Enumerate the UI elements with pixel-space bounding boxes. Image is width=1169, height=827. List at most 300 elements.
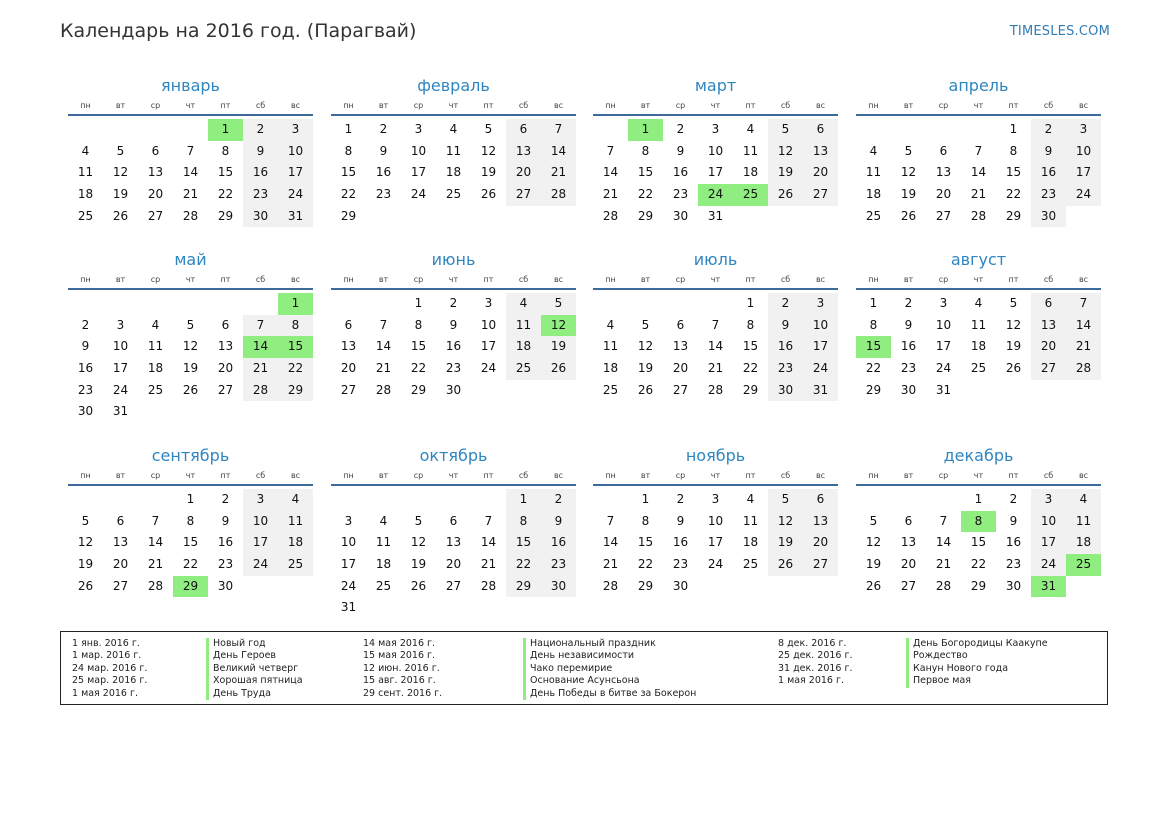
- day-cell: 13: [935, 165, 952, 180]
- day-cell: 13: [803, 141, 838, 163]
- day-cell: 8: [746, 317, 755, 332]
- holiday-day: 12: [541, 315, 576, 337]
- empty-cell: [68, 293, 103, 315]
- weekday-label: вс: [1078, 471, 1089, 480]
- day-cell: 9: [1009, 513, 1018, 528]
- legend-holiday-name: Рождество: [913, 650, 968, 662]
- day-cell: 19: [480, 165, 497, 180]
- day-cell: 20: [900, 557, 917, 572]
- weekday-label: пт: [1008, 275, 1019, 284]
- empty-cell: [856, 119, 891, 141]
- empty-cell: [331, 293, 366, 315]
- day-cell: 23: [77, 382, 94, 397]
- day-cell: 5: [768, 119, 803, 141]
- day-cell: 14: [1066, 315, 1101, 337]
- day-cell: 2: [243, 119, 278, 141]
- empty-cell: [628, 293, 663, 315]
- month-name: июнь: [431, 250, 476, 269]
- day-cell: 20: [445, 557, 462, 572]
- empty-cell: [103, 293, 138, 315]
- day-cell: 9: [449, 317, 458, 332]
- day-cell: 26: [182, 382, 199, 397]
- day-cell: 20: [217, 361, 234, 376]
- day-cell: 11: [742, 513, 759, 528]
- day-cell: 6: [803, 119, 838, 141]
- month-11: [593, 446, 838, 597]
- empty-cell: [331, 489, 366, 511]
- weekday-label: сб: [255, 275, 266, 284]
- day-cell: 27: [1031, 358, 1066, 380]
- day-cell: 3: [803, 293, 838, 315]
- day-cell: 21: [602, 187, 619, 202]
- days-grid: [68, 489, 313, 597]
- days-grid: [593, 293, 838, 401]
- month-name: ноябрь: [685, 446, 746, 465]
- day-cell: 11: [77, 165, 94, 180]
- day-cell: 21: [375, 361, 392, 376]
- empty-cell: [698, 293, 733, 315]
- holiday-day: 1: [628, 119, 663, 141]
- legend-date: 24 мар. 2016 г.: [72, 662, 148, 674]
- day-cell: 18: [865, 187, 882, 202]
- holiday-day: 29: [173, 576, 208, 598]
- day-cell: 2: [81, 317, 90, 332]
- day-cell: 28: [243, 380, 278, 402]
- day-cell: 23: [217, 557, 234, 572]
- weekday-label: пн: [343, 101, 354, 110]
- weekday-label: пн: [343, 471, 354, 480]
- day-cell: 9: [81, 339, 90, 354]
- day-cell: 22: [865, 361, 882, 376]
- day-cell: 15: [217, 165, 234, 180]
- day-cell: 9: [243, 141, 278, 163]
- days-grid: [331, 489, 576, 619]
- legend-holiday-name: Великий четверг: [213, 662, 299, 674]
- day-cell: 6: [939, 143, 948, 158]
- day-cell: 14: [602, 535, 619, 550]
- day-cell: 24: [480, 361, 497, 376]
- day-cell: 10: [707, 143, 724, 158]
- month-7: [593, 250, 838, 401]
- legend-holiday-name: Чако перемирие: [530, 662, 613, 674]
- day-cell: 22: [637, 187, 654, 202]
- weekday-header: [856, 274, 1101, 290]
- day-cell: 18: [375, 557, 392, 572]
- empty-cell: [68, 489, 103, 511]
- day-cell: 2: [676, 122, 685, 136]
- day-cell: 20: [506, 162, 541, 184]
- month-name: декабрь: [943, 446, 1014, 465]
- weekday-label: чт: [185, 275, 196, 284]
- day-cell: 16: [77, 361, 94, 376]
- empty-cell: [138, 119, 173, 141]
- day-cell: 21: [707, 361, 724, 376]
- day-cell: 15: [1005, 165, 1022, 180]
- day-cell: 21: [935, 557, 952, 572]
- month-12: [856, 446, 1101, 597]
- day-cell: 10: [707, 513, 724, 528]
- day-cell: 7: [606, 513, 615, 528]
- day-cell: 13: [217, 339, 234, 354]
- day-cell: 15: [410, 339, 427, 354]
- day-cell: 9: [676, 513, 685, 528]
- weekday-label: вт: [903, 471, 914, 480]
- day-cell: 21: [541, 162, 576, 184]
- day-cell: 15: [742, 339, 759, 354]
- day-cell: 6: [221, 317, 230, 332]
- weekday-label: пн: [868, 471, 879, 480]
- day-cell: 6: [676, 317, 685, 332]
- day-cell: 30: [445, 382, 462, 397]
- weekday-label: пт: [1008, 471, 1019, 480]
- day-cell: 19: [77, 557, 94, 572]
- weekday-label: вт: [115, 471, 126, 480]
- day-cell: 1: [1009, 122, 1018, 136]
- day-cell: 16: [375, 165, 392, 180]
- page-title: Календарь на 2016 год. (Парагвай): [60, 20, 417, 42]
- days-grid: [331, 293, 576, 401]
- day-cell: 13: [112, 535, 129, 550]
- day-cell: 19: [768, 532, 803, 554]
- weekday-label: пн: [605, 101, 616, 110]
- day-cell: 19: [900, 187, 917, 202]
- day-cell: 18: [1066, 532, 1101, 554]
- day-cell: 29: [742, 382, 759, 397]
- day-cell: 14: [707, 339, 724, 354]
- day-cell: 18: [970, 339, 987, 354]
- day-cell: 8: [221, 143, 230, 158]
- day-cell: 27: [803, 184, 838, 206]
- site-link[interactable]: TIMESLES.COM: [1009, 24, 1110, 39]
- day-cell: 1: [414, 296, 423, 310]
- day-cell: 4: [869, 143, 878, 158]
- day-cell: 30: [541, 576, 576, 598]
- day-cell: 28: [970, 208, 987, 223]
- weekday-label: вт: [903, 101, 914, 110]
- day-cell: 2: [768, 293, 803, 315]
- weekday-header: [68, 470, 313, 486]
- day-cell: 31: [935, 382, 952, 397]
- legend-names-col: [906, 638, 1048, 688]
- day-cell: 2: [221, 492, 230, 506]
- day-cell: 16: [217, 535, 234, 550]
- day-cell: 4: [974, 296, 983, 310]
- holiday-legend: [60, 631, 1108, 705]
- weekday-header: [593, 274, 838, 290]
- legend-date: 25 мар. 2016 г.: [72, 675, 148, 687]
- day-cell: 23: [375, 187, 392, 202]
- day-cell: 21: [147, 557, 164, 572]
- day-cell: 5: [484, 122, 493, 136]
- day-cell: 27: [935, 208, 952, 223]
- day-cell: 26: [637, 382, 654, 397]
- empty-cell: [173, 119, 208, 141]
- day-cell: 2: [1031, 119, 1066, 141]
- day-cell: 12: [410, 535, 427, 550]
- legend-date: 1 янв. 2016 г.: [72, 638, 140, 649]
- month-4: [856, 76, 1101, 227]
- weekday-label: вс: [290, 101, 301, 110]
- day-cell: 23: [1005, 557, 1022, 572]
- days-grid: [593, 119, 838, 227]
- weekday-label: ср: [675, 471, 686, 480]
- day-cell: 26: [541, 358, 576, 380]
- weekday-label: чт: [185, 101, 196, 110]
- day-cell: 11: [445, 143, 462, 158]
- weekday-header: [68, 100, 313, 116]
- day-cell: 4: [1066, 489, 1101, 511]
- day-cell: 23: [672, 187, 689, 202]
- legend-holiday-name: Национальный праздник: [530, 638, 656, 649]
- holiday-day: 25: [733, 184, 768, 206]
- weekday-label: чт: [448, 275, 459, 284]
- empty-cell: [138, 293, 173, 315]
- month-1: [68, 76, 313, 227]
- legend-date: 12 июн. 2016 г.: [363, 662, 440, 674]
- day-cell: 14: [970, 165, 987, 180]
- day-cell: 26: [112, 208, 129, 223]
- day-cell: 7: [484, 513, 493, 528]
- legend-holiday-name: День Богородицы Каакупе: [913, 638, 1048, 649]
- day-cell: 1: [186, 492, 195, 506]
- weekday-label: вт: [378, 471, 389, 480]
- day-cell: 27: [900, 578, 917, 593]
- day-cell: 25: [742, 557, 759, 572]
- day-cell: 9: [379, 143, 388, 158]
- weekday-label: пн: [868, 101, 879, 110]
- day-cell: 20: [803, 532, 838, 554]
- day-cell: 24: [112, 382, 129, 397]
- day-cell: 4: [278, 489, 313, 511]
- weekday-label: сб: [1043, 101, 1054, 110]
- day-cell: 11: [506, 315, 541, 337]
- day-cell: 13: [445, 535, 462, 550]
- weekday-label: вс: [553, 471, 564, 480]
- weekday-label: чт: [448, 101, 459, 110]
- day-cell: 22: [410, 361, 427, 376]
- weekday-label: вт: [903, 275, 914, 284]
- weekday-label: вт: [115, 101, 126, 110]
- day-cell: 10: [935, 317, 952, 332]
- weekday-label: пн: [605, 471, 616, 480]
- day-cell: 4: [746, 492, 755, 506]
- day-cell: 25: [375, 578, 392, 593]
- day-cell: 8: [1009, 143, 1018, 158]
- empty-cell: [663, 293, 698, 315]
- day-cell: 19: [112, 187, 129, 202]
- weekday-label: вс: [1078, 101, 1089, 110]
- day-cell: 28: [541, 184, 576, 206]
- weekday-label: ср: [150, 471, 161, 480]
- day-cell: 16: [672, 165, 689, 180]
- day-cell: 12: [900, 165, 917, 180]
- weekday-label: сб: [780, 101, 791, 110]
- day-cell: 1: [746, 296, 755, 310]
- empty-cell: [926, 119, 961, 141]
- empty-cell: [243, 293, 278, 315]
- day-cell: 10: [410, 143, 427, 158]
- month-name: март: [694, 76, 737, 95]
- weekday-label: сб: [255, 101, 266, 110]
- legend-dates-col: [778, 638, 853, 688]
- day-cell: 1: [869, 296, 878, 310]
- month-name: сентябрь: [151, 446, 230, 465]
- holiday-day: 31: [1031, 576, 1066, 598]
- day-cell: 24: [340, 578, 357, 593]
- day-cell: 29: [410, 382, 427, 397]
- day-cell: 14: [480, 535, 497, 550]
- days-grid: [68, 119, 313, 227]
- month-3: [593, 76, 838, 227]
- day-cell: 23: [672, 557, 689, 572]
- day-cell: 24: [935, 361, 952, 376]
- day-cell: 7: [379, 317, 388, 332]
- day-cell: 29: [637, 578, 654, 593]
- holiday-day: 15: [278, 336, 313, 358]
- day-cell: 7: [974, 143, 983, 158]
- month-10: [331, 446, 576, 619]
- legend-date: 29 сент. 2016 г.: [363, 687, 443, 699]
- day-cell: 14: [375, 339, 392, 354]
- day-cell: 15: [340, 165, 357, 180]
- day-cell: 3: [414, 122, 423, 136]
- day-cell: 5: [768, 489, 803, 511]
- day-cell: 23: [768, 358, 803, 380]
- day-cell: 7: [606, 143, 615, 158]
- legend-date: 14 мая 2016 г.: [363, 638, 436, 649]
- day-cell: 19: [182, 361, 199, 376]
- month-name: октябрь: [419, 446, 488, 465]
- legend-holiday-name: День Труда: [213, 687, 271, 699]
- day-cell: 29: [278, 380, 313, 402]
- day-cell: 5: [81, 513, 90, 528]
- day-cell: 26: [77, 578, 94, 593]
- holiday-day: 15: [856, 336, 891, 358]
- weekday-label: пн: [80, 275, 91, 284]
- weekday-label: пт: [1008, 101, 1019, 110]
- day-cell: 12: [768, 511, 803, 533]
- day-cell: 28: [480, 578, 497, 593]
- day-cell: 28: [602, 578, 619, 593]
- day-cell: 8: [414, 317, 423, 332]
- empty-cell: [471, 489, 506, 511]
- legend-date: 15 мая 2016 г.: [363, 650, 436, 662]
- day-cell: 8: [641, 513, 650, 528]
- day-cell: 3: [1066, 119, 1101, 141]
- day-cell: 18: [742, 535, 759, 550]
- day-cell: 22: [278, 358, 313, 380]
- day-cell: 16: [1005, 535, 1022, 550]
- weekday-label: ср: [413, 101, 424, 110]
- day-cell: 9: [221, 513, 230, 528]
- legend-dates-col: [363, 638, 442, 700]
- weekday-label: пт: [220, 275, 231, 284]
- day-cell: 27: [803, 554, 838, 576]
- day-cell: 11: [742, 143, 759, 158]
- day-cell: 14: [935, 535, 952, 550]
- weekday-label: ср: [150, 101, 161, 110]
- day-cell: 23: [243, 184, 278, 206]
- day-cell: 7: [243, 315, 278, 337]
- holiday-day: 24: [698, 184, 733, 206]
- day-cell: 30: [672, 578, 689, 593]
- weekday-label: вс: [553, 101, 564, 110]
- day-cell: 16: [1031, 162, 1066, 184]
- day-cell: 22: [742, 361, 759, 376]
- legend-date: 1 мая 2016 г.: [778, 675, 844, 687]
- weekday-header: [331, 470, 576, 486]
- day-cell: 2: [1009, 492, 1018, 506]
- day-cell: 30: [672, 208, 689, 223]
- day-cell: 21: [970, 187, 987, 202]
- day-cell: 24: [1066, 184, 1101, 206]
- day-cell: 25: [445, 187, 462, 202]
- day-cell: 10: [480, 317, 497, 332]
- day-cell: 3: [711, 492, 720, 506]
- day-cell: 12: [182, 339, 199, 354]
- day-cell: 12: [637, 339, 654, 354]
- legend-date: 15 авг. 2016 г.: [363, 675, 436, 687]
- day-cell: 20: [340, 361, 357, 376]
- month-8: [856, 250, 1101, 401]
- day-cell: 26: [768, 184, 803, 206]
- day-cell: 20: [803, 162, 838, 184]
- weekday-header: [68, 274, 313, 290]
- day-cell: 23: [541, 554, 576, 576]
- day-cell: 14: [182, 165, 199, 180]
- weekday-label: ср: [150, 275, 161, 284]
- day-cell: 27: [112, 578, 129, 593]
- day-cell: 10: [112, 339, 129, 354]
- weekday-label: ср: [938, 101, 949, 110]
- day-cell: 2: [904, 296, 913, 310]
- day-cell: 22: [637, 557, 654, 572]
- day-cell: 4: [746, 122, 755, 136]
- month-2: [331, 76, 576, 227]
- day-cell: 11: [865, 165, 882, 180]
- day-cell: 29: [970, 578, 987, 593]
- day-cell: 12: [768, 141, 803, 163]
- month-name: август: [950, 250, 1007, 269]
- day-cell: 14: [147, 535, 164, 550]
- empty-cell: [593, 119, 628, 141]
- day-cell: 3: [711, 122, 720, 136]
- day-cell: 16: [900, 339, 917, 354]
- day-cell: 5: [1009, 296, 1018, 310]
- day-cell: 8: [506, 511, 541, 533]
- day-cell: 6: [116, 513, 125, 528]
- day-cell: 1: [344, 122, 353, 136]
- empty-cell: [891, 489, 926, 511]
- holiday-day: 8: [961, 511, 996, 533]
- legend-names-col: [523, 638, 696, 700]
- day-cell: 27: [147, 208, 164, 223]
- month-5: [68, 250, 313, 423]
- day-cell: 21: [1066, 336, 1101, 358]
- weekday-label: сб: [1043, 471, 1054, 480]
- day-cell: 18: [77, 187, 94, 202]
- day-cell: 5: [414, 513, 423, 528]
- month-9: [68, 446, 313, 597]
- day-cell: 9: [904, 317, 913, 332]
- day-cell: 25: [602, 382, 619, 397]
- day-cell: 19: [768, 162, 803, 184]
- day-cell: 6: [506, 119, 541, 141]
- day-cell: 22: [506, 554, 541, 576]
- day-cell: 11: [1066, 511, 1101, 533]
- weekday-label: чт: [710, 275, 721, 284]
- day-cell: 30: [1005, 578, 1022, 593]
